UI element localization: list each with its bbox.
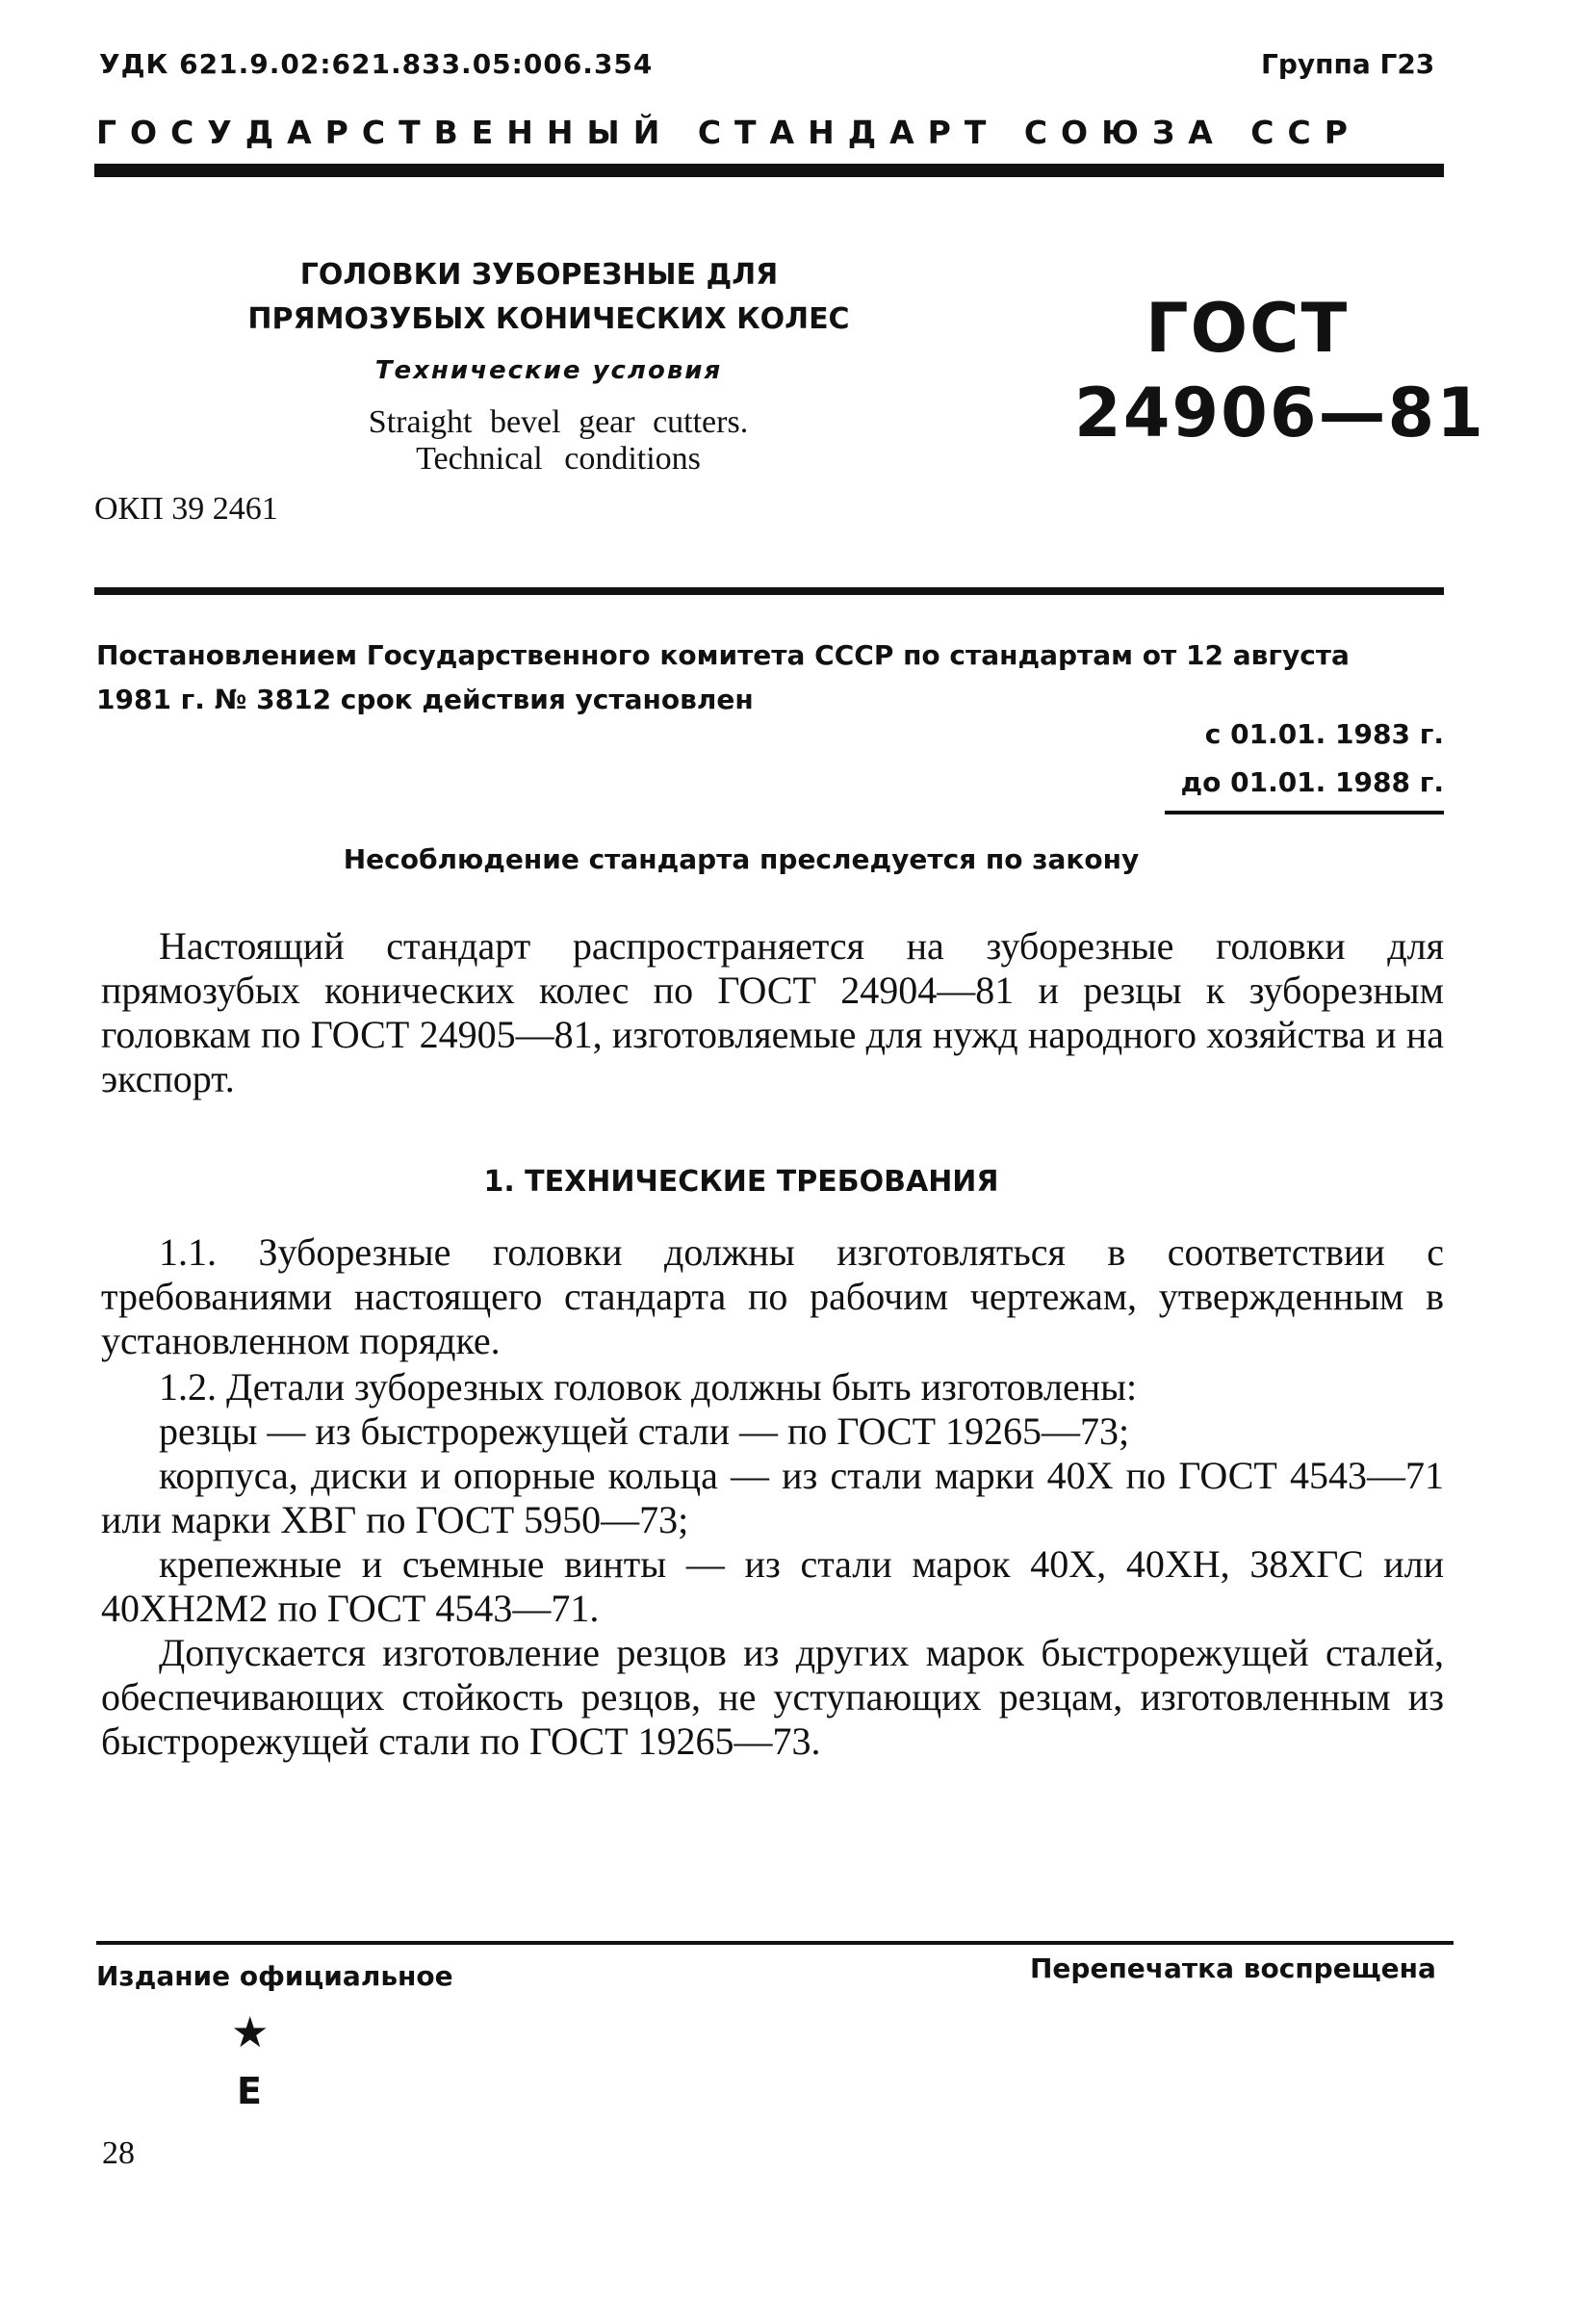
official-edition: Издание официальное <box>96 1960 453 1992</box>
reprint-prohibited: Перепечатка воспрещена <box>1030 1952 1436 1984</box>
intro-paragraph: Настоящий стандарт распространяется на зуборезные головки для прямозубых конических колес по ГОСТ 24904—81 и резцы к зуборезным головкам по ГОСТ 24905—81, изготовляемые для нужд народного хозяйства и на экспорт. <box>101 924 1444 1100</box>
page-number: 28 <box>102 2135 135 2171</box>
standard-org-heading <box>96 114 1454 151</box>
decree-line-2: 1981 г. № 3812 срок действия установлен <box>96 684 754 715</box>
allowance-paragraph: Допускается изготовление резцов из других марок быстрорежущей сталей, обеспечивающих стойкость резцов, не уступающих резцам, изготовленным из быстрорежущей стали по ГОСТ 19265—73. <box>101 1631 1444 1763</box>
gost-label: ГОСТ <box>1146 289 1350 368</box>
paragraph-1-2-bodies: корпуса, диски и опорные кольца — из стали марки 40Х по ГОСТ 4543—71 или марки ХВГ по ГОСТ 5950—73; <box>101 1454 1444 1541</box>
subtitle: Технические условия <box>374 356 723 385</box>
title-line-2: ПРЯМОЗУБЫХ КОНИЧЕСКИХ КОЛЕС <box>247 302 850 336</box>
valid-to-underline <box>1165 811 1444 814</box>
paragraph-1-2-screws: крепежные и съемные винты — из стали марок 40Х, 40ХН, 38ХГС или 40ХН2М2 по ГОСТ 4543—71. <box>101 1542 1444 1630</box>
udk-code: УДК 621.9.02:621.833.05:006.354 <box>99 48 654 80</box>
paragraph-1-1: 1.1. Зуборезные головки должны изготовляться в соответствии с требованиями настоящего стандарта по рабочим чертежам, утвержденным в установленном порядке. <box>101 1230 1444 1362</box>
title-line-1: ГОЛОВКИ ЗУБОРЕЗНЫЕ ДЛЯ <box>299 258 779 292</box>
group-code: Группа Г23 <box>1261 48 1435 80</box>
valid-to: до 01.01. 1988 г. <box>1180 766 1444 798</box>
standard-org-text: ГОСУДАРСТВЕННЫЙ СТАНДАРТ СОЮЗА ССР <box>96 114 1361 151</box>
paragraph-1-2: 1.2. Детали зуборезных головок должны быть изготовлены: <box>159 1365 1138 1409</box>
bottom-rule <box>96 1941 1454 1945</box>
valid-from: с 01.01. 1983 г. <box>1204 718 1444 750</box>
paragraph-1-2-cutters: резцы — из быстрорежущей стали — по ГОСТ 19265—73; <box>159 1409 1130 1453</box>
english-title-line-1: Straight bevel gear cutters. <box>368 404 749 440</box>
okp-code: ОКП 39 2461 <box>94 491 278 527</box>
gost-number: 24906—81 <box>1074 374 1485 452</box>
english-title-line-2: Technical conditions <box>416 441 701 477</box>
middle-rule <box>94 587 1444 595</box>
e-mark: Е <box>237 2070 262 2112</box>
section-heading: 1. ТЕХНИЧЕСКИЕ ТРЕБОВАНИЯ <box>483 1165 999 1199</box>
top-rule <box>94 164 1444 177</box>
star-icon: ★ <box>231 2008 270 2057</box>
legal-notice: Несоблюдение стандарта преследуется по закону <box>343 843 1140 875</box>
decree-line-1: Постановлением Государственного комитета СССР по стандартам от 12 августа <box>96 639 1350 671</box>
